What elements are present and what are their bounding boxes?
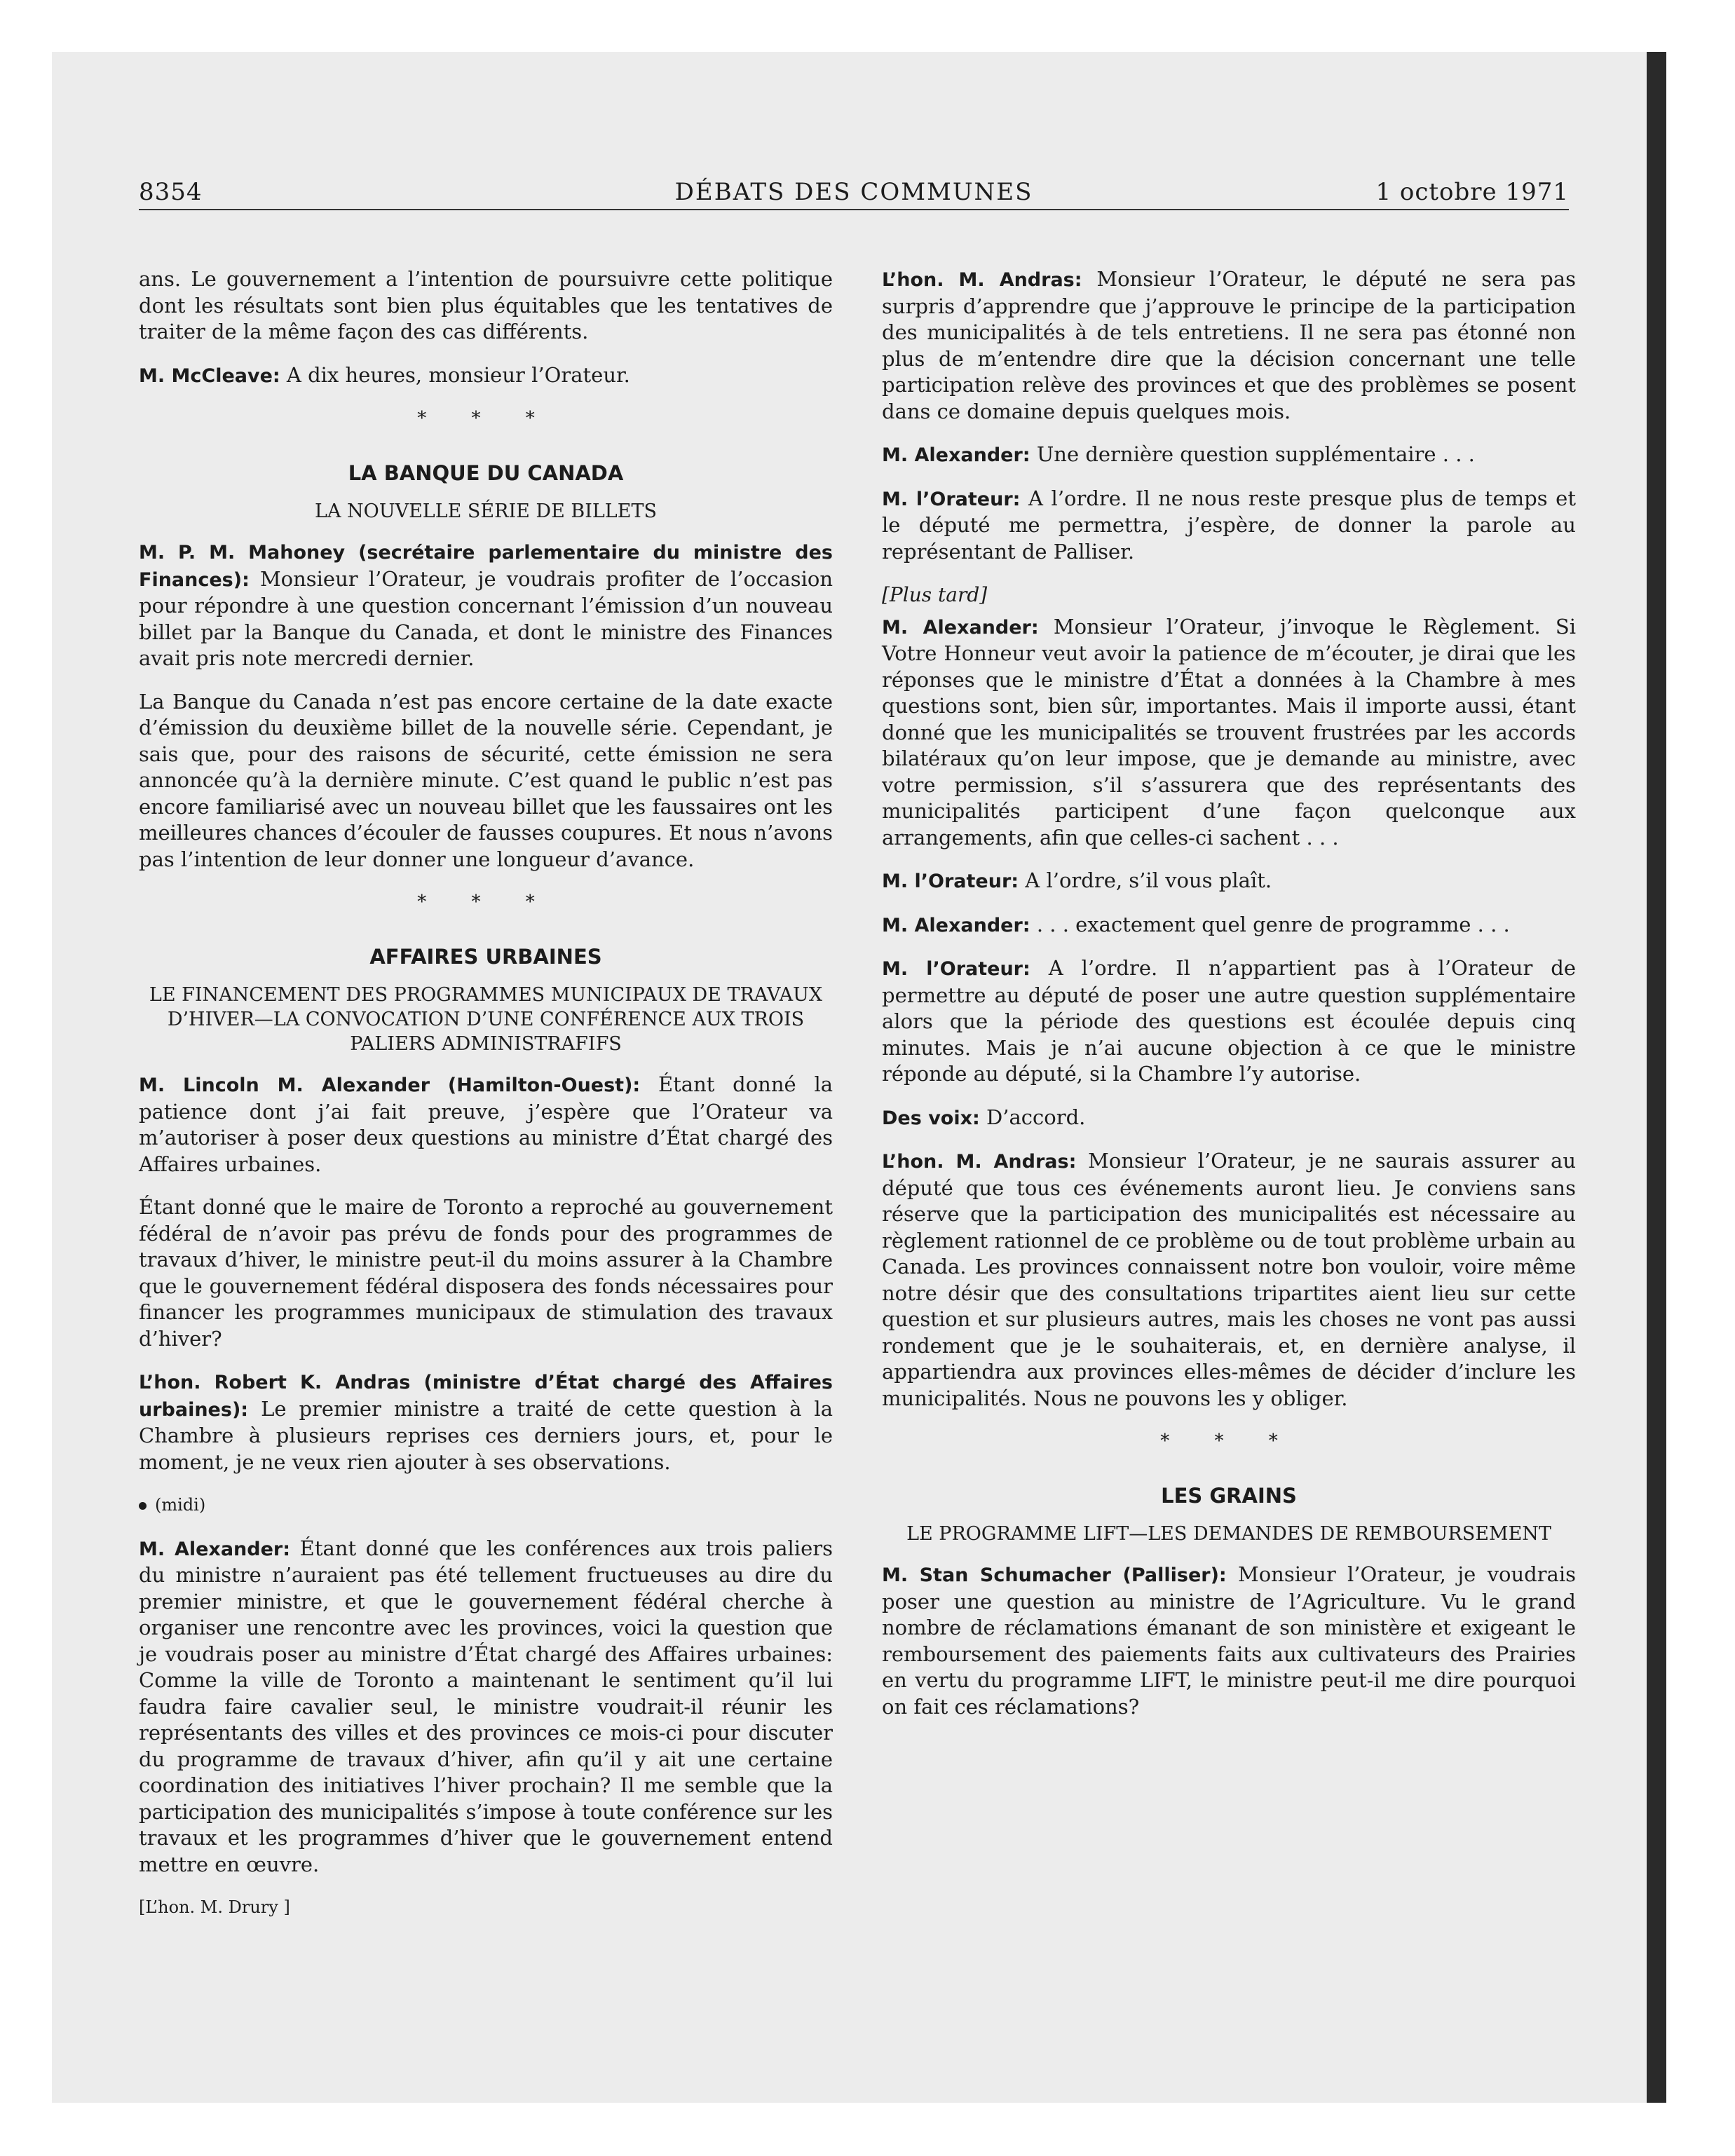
speaker-name: M. Stan Schumacher (Palliser):	[882, 1564, 1227, 1586]
section-separator: * * *	[417, 892, 554, 913]
speaker-name: M. Alexander:	[882, 616, 1039, 639]
speech-text: Une dernière question supplémentaire . . .	[1030, 442, 1475, 466]
section-subtitle: LE PROGRAMME LIFT—LES DEMANDES DE REMBOURSEMENT	[906, 1523, 1551, 1545]
speaker-name: M. Alexander:	[882, 914, 1030, 936]
section-title: LES GRAINS	[1161, 1483, 1297, 1508]
speaker-name: L’hon. M. Andras:	[882, 269, 1082, 291]
speech-text: Étant donné la patience dont j’ai fait preuve, j’espère que l’Orateur va m’autoriser à poser deux questions au ministre d’État chargé des Affaires urbaines.	[139, 1072, 834, 1176]
speaker-name: L’hon. M. Andras:	[882, 1151, 1077, 1173]
section-separator: * * *	[417, 408, 554, 429]
speech-text: Monsieur l’Orateur, je voudrais profiter de l’occasion pour répondre à une question concernant l’émission d’un nouveau billet par la Banque du Canada, et dont le ministre des Finances avait pris note mercredi dernier.	[139, 566, 833, 670]
paragraph	[139, 362, 833, 390]
paragraph: ans. Le gouvernement a l’intention de poursuivre cette politique dont les résultats sont bien plus équitables que les tentatives de traiter de la même façon des cas différents.	[139, 267, 833, 343]
paragraph: La Banque du Canada n’est pas encore certaine de la date exacte d’émission du deuxième billet de la nouvelle série. Cependant, je sais que, pour des raisons de sécurité, cette émission ne sera annoncée qu’à la dernière minute. C’est quand le public n’est pas encore familiarisé avec un nouveau billet que les faussaires ont les meilleures chances d’écouler de fausses coupures. Et nous n’avons pas l’intention de leur donner une longueur d’avance.	[139, 689, 833, 871]
page-number: 8354	[139, 178, 203, 206]
speech-text: Étant donné que les conférences aux trois paliers du ministre n’auraient pas été tellement fructueuses au dire du premier ministre, et que le gouvernement fédéral cherche à organiser une rencontre avec les provinces, voici la question que je voudrais poser au ministre d’État chargé des Affaires urbaines: Comme la ville de Toronto a maintenant le sentiment qu’il lui faudra faire cavalier seul, le ministre voudrait-il réunir les représentants des villes et des provinces ce mois-ci pour discuter du programme de travaux d’hiver, afin qu’il y ait une certaine coordination des initiatives l’hiver prochain? Il me semble que la participation des municipalités s’impose à toute conférence sur les travaux et les programmes d’hiver que le gouvernement entend mettre en œuvre.	[139, 1536, 833, 1876]
paragraph	[882, 955, 1576, 1088]
speaker-name: M. Alexander:	[139, 1538, 291, 1560]
paragraph	[882, 266, 1576, 425]
speech-text: A l’ordre. Il ne nous reste presque plus de temps et le député me permettra, j’espère, de donner la parole au représentant de Palliser.	[882, 486, 1576, 564]
speaker-name: M. Alexander:	[882, 444, 1030, 466]
speaker-name: M. P. M. Mahoney (secrétaire parlementaire du ministre des Finances):	[139, 542, 833, 591]
speaker-name: M. Lincoln M. Alexander (Hamilton-Ouest):	[139, 1074, 641, 1096]
section-subtitle: LA NOUVELLE SÉRIE DE BILLETS	[315, 500, 657, 522]
paragraph	[139, 1369, 833, 1475]
section-title: AFFAIRES URBAINES	[369, 944, 602, 969]
speech-text: A l’ordre. Il n’appartient pas à l’Orateur de permettre au député de poser une autre question supplémentaire alors que la période des questions est écoulée depuis cinq minutes. Mais je n’ai aucune objection à ce que le ministre réponde au député, si la Chambre l’y autorise.	[882, 956, 1576, 1086]
paragraph	[882, 442, 1576, 469]
speaker-name: M. l’Orateur:	[882, 488, 1021, 510]
paragraph	[882, 868, 1576, 895]
speech-text: Monsieur l’Orateur, j’invoque le Règlement. Si Votre Honneur veut avoir la patience de m’écouter, je dirai que les réponses que le ministre d’État a données à la Chambre à mes questions sont, bien sûr, importantes. Mais il importe aussi, étant donné que les municipalités se trouvent frustrées par les accords bilatéraux qu’on leur impose, que je demande au ministre, avec votre permission, s’il s’assurera que des représentants des municipalités participent d’une façon quelconque aux arrangements, afin que celles-ci sachent . . .	[882, 614, 1576, 850]
bullet-icon	[139, 1502, 147, 1510]
publication-title: DÉBATS DES COMMUNES	[674, 178, 1033, 206]
paragraph	[882, 1148, 1576, 1412]
speech-text: A dix heures, monsieur l’Orateur.	[280, 362, 630, 387]
procedural-note: [Plus tard]	[882, 583, 988, 606]
speaker-name: M. l’Orateur:	[882, 871, 1019, 892]
section-title: LA BANQUE DU CANADA	[348, 460, 624, 485]
publication-date: 1 octobre 1971	[1375, 178, 1569, 206]
speaker-name: M. l’Orateur:	[882, 958, 1030, 980]
paragraph	[139, 1536, 833, 1878]
time-marker	[139, 1492, 833, 1519]
right-column	[882, 266, 1576, 1737]
paragraph	[139, 1072, 833, 1178]
speech-text: Monsieur l’Orateur, je ne saurais assurer au député que tous ces événements auront lieu. Je conviens sans réserve que la participation des municipalités est nécessaire au règlement rationnel de ce problème ou de tout problème urbain au Canada. Les provinces connaissent notre bon vouloir, voire même notre désir que des consultations tripartites aient lieu sur cette question et sur plusieurs autres, mais les choses ne vont pas aussi rondement que je le souhaiterais, et, en dernière analyse, il appartiendra aux provinces elles-mêmes de décider d’inclure les municipalités. Nous ne pouvons les y obliger.	[882, 1149, 1577, 1410]
speech-text: Monsieur l’Orateur, je voudrais poser une question au ministre de l’Agriculture. Vu le grand nombre de réclamations émanant de son ministère et exigeant le remboursement des paiements faits aux cultivateurs des Prairies en vertu du programme LIFT, le ministre peut-il me dire pourquoi on fait ces réclamations?	[882, 1562, 1576, 1719]
speaker-name: L’hon. Robert K. Andras (ministre d’État chargé des Affaires urbaines):	[139, 1372, 833, 1421]
paragraph	[882, 1105, 1576, 1132]
binding-edge	[1647, 52, 1666, 2103]
speech-text: Le premier ministre a traité de cette question à la Chambre à plusieurs reprises ces derniers jours, et, pour le moment, je ne veux rien ajouter à ses observations.	[139, 1396, 833, 1474]
section-separator: * * *	[1160, 1431, 1298, 1452]
paragraph	[882, 1562, 1576, 1720]
time-marker-text: (midi)	[155, 1495, 206, 1515]
column-footer-note: [L’hon. M. Drury ]	[139, 1897, 290, 1917]
speaker-name: Des voix:	[882, 1107, 980, 1129]
speech-text: A l’ordre, s’il vous plaît.	[1019, 868, 1272, 892]
speaker-name: M. McCleave:	[139, 364, 280, 387]
speech-text: Monsieur l’Orateur, le député ne sera pas surpris d’apprendre que j’approuve le principe de la participation des municipalités à de tels entretiens. Il ne sera pas étonné non plus de m’entendre dire que la décision concernant une telle participation relève des provinces et que des problèmes se posent dans ce domaine depuis quelques mois.	[882, 267, 1576, 423]
paragraph: Étant donné que le maire de Toronto a reproché au gouvernement fédéral de n’avoir pas prévu de fonds pour des programmes de travaux d’hiver, le ministre peut-il du moins assurer à la Chambre que le gouvernement fédéral disposera des fonds nécessaires pour financer les programmes municipaux de stimulation des travaux d’hiver?	[139, 1195, 833, 1351]
paragraph	[882, 486, 1576, 566]
paragraph	[882, 912, 1576, 939]
page-header	[139, 177, 1569, 210]
speech-text: D’accord.	[979, 1105, 1086, 1129]
paragraph	[139, 539, 833, 672]
left-column	[139, 266, 833, 1921]
section-subtitle: LE FINANCEMENT DES PROGRAMMES MUNICIPAUX DE TRAVAUX D’HIVER—LA CONVOCATION D’UNE CONFÉRENCE AUX TROIS PALIERS ADMINISTRAFIFS	[149, 984, 823, 1055]
paragraph	[882, 614, 1576, 852]
speech-text: . . . exactement quel genre de programme . . .	[1030, 912, 1510, 936]
